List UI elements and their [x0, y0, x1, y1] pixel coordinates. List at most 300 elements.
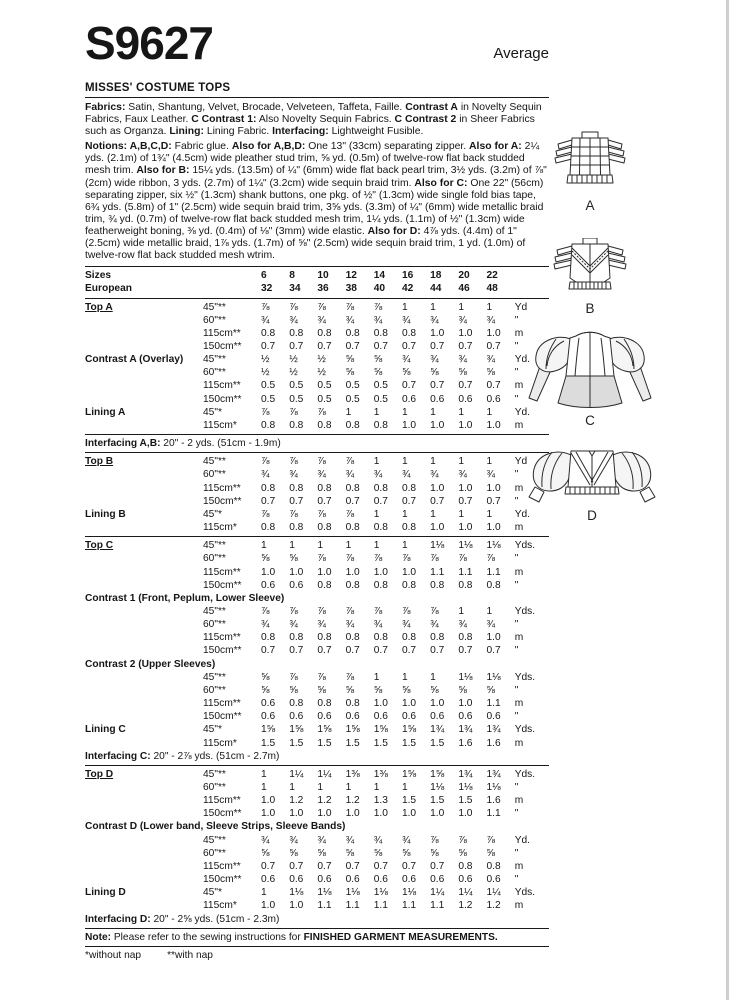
unit-cell: " — [514, 847, 519, 859]
garment-d-label: D — [587, 508, 597, 523]
fabric-width-cell: 45"** — [203, 671, 226, 683]
yardage-value: 0.8 — [345, 579, 360, 591]
yardage-value: ¾ — [289, 619, 298, 631]
yardage-value: ⅞ — [345, 456, 355, 468]
yardage-value: 1.0 — [289, 566, 304, 578]
section-label: Contrast A (Overlay) — [85, 354, 184, 366]
yardage-value: 1.0 — [345, 566, 360, 578]
section-label: Top B — [85, 456, 114, 468]
unit-cell: Yd — [514, 456, 528, 468]
yardage-value: 0.8 — [289, 482, 304, 494]
yardage-value: 0.7 — [401, 341, 417, 352]
yardage-value: 0.6 — [486, 393, 501, 405]
fabric-width-cell: 150cm** — [203, 341, 242, 352]
garment-a-drawing — [545, 131, 635, 195]
yardage-value: ⅝ — [317, 847, 326, 859]
yardage-value: 0.8 — [401, 632, 417, 644]
yardage-value: 0.8 — [261, 482, 276, 494]
full-width-row: Interfacing A,B: 20" - 2 yds. (51cm - 1.9m) — [85, 438, 281, 450]
yardage-value: ⅞ — [458, 553, 467, 565]
yardage-value: 0.6 — [373, 711, 388, 723]
yardage-value: ¾ — [289, 469, 298, 481]
fabric-width-cell: 60"** — [203, 847, 226, 859]
yardage-value: 1 — [401, 782, 408, 793]
yardage-row — [85, 353, 549, 366]
yardage-value: 1.0 — [458, 482, 473, 494]
yardage-value: 1 — [261, 887, 267, 899]
yardage-value: 0.8 — [373, 579, 388, 591]
yardage-value: 0.8 — [317, 579, 332, 591]
yardage-value: ⅝ — [458, 847, 467, 859]
yardage-value: 0.8 — [345, 698, 360, 710]
yardage-value: ⅝ — [373, 367, 383, 379]
yardage-value: 1.6 — [458, 737, 473, 749]
section-label: Lining A — [85, 406, 126, 418]
yardage-value: 1⅛ — [458, 782, 473, 793]
yardage-value: ¾ — [486, 354, 495, 366]
yardage-value: 0.6 — [430, 874, 445, 886]
yardage-value: 1 — [289, 782, 295, 793]
full-width-row: Interfacing D: 20" - 2⅝ yds. (51cm - 2.3m) — [85, 913, 280, 925]
full-width-row: Contrast 1 (Front, Peplum, Lower Sleeve) — [85, 592, 285, 604]
yardage-value: 0.7 — [430, 380, 445, 392]
yardage-value: 1.0 — [401, 566, 417, 578]
yardage-value: ¾ — [261, 314, 270, 326]
yardage-value: ⅝ — [261, 553, 270, 565]
size-value: 38 — [345, 283, 357, 295]
yardage-value: 0.7 — [458, 495, 473, 507]
garment-c-illustration — [526, 324, 654, 428]
yardage-value: 1¼ — [317, 768, 332, 780]
yardage-value: 0.8 — [289, 698, 304, 710]
fabric-width-cell: 150cm** — [203, 874, 242, 886]
table-rule — [85, 298, 549, 299]
yardage-value: 1⅛ — [486, 671, 501, 683]
yardage-value: ⅞ — [317, 671, 326, 683]
yardage-value: 1 — [486, 406, 493, 418]
yardage-value: ¾ — [373, 619, 383, 631]
yardage-value: 0.8 — [345, 632, 360, 644]
yardage-value: 1 — [430, 406, 436, 418]
fabric-width-cell: 45"* — [203, 406, 222, 418]
title-row — [85, 17, 549, 69]
unit-cell: Yd. — [514, 834, 530, 846]
yardage-value: 1⅝ — [345, 724, 360, 736]
garment-c-label: C — [585, 413, 595, 428]
yardage-value: ½ — [289, 367, 298, 379]
yardage-value: 1.1 — [486, 698, 501, 710]
fabrics-paragraph: Fabrics: Satin, Shantung, Velvet, Brocade, Velveteen, Taffeta, Faille. Contrast A in Novelty Sequin Fabrics, Faux Leather. C Contrast 1: Also Novelty Sequin Fabrics. C Contrast 2 in Sheer Fabrics such as Organza. Lining: Lining Fabric. Interfacing: Lightweight Fusible. — [85, 102, 542, 138]
yardage-value: 0.6 — [373, 874, 388, 886]
yardage-value: ⅝ — [345, 354, 355, 366]
yardage-value: ¾ — [430, 619, 439, 631]
yardage-value: ½ — [261, 367, 270, 379]
yardage-row — [85, 495, 549, 508]
yardage-value: 0.7 — [458, 341, 473, 352]
yardage-value: 1¾ — [458, 724, 473, 736]
yardage-value: 1.2 — [317, 795, 332, 807]
yardage-value: 0.8 — [289, 522, 304, 534]
yardage-value: 1.5 — [289, 737, 304, 749]
yardage-value: 0.8 — [373, 522, 388, 534]
yardage-value: 1⅛ — [458, 540, 473, 552]
yardage-value: 0.8 — [317, 632, 332, 644]
yardage-value: ½ — [261, 354, 270, 366]
yardage-value: ⅝ — [458, 684, 467, 696]
yardage-value: 0.8 — [373, 419, 388, 431]
full-width-row: Contrast D (Lower band, Sleeve Strips, Sleeve Bands) — [85, 821, 346, 833]
size-value: 40 — [373, 283, 386, 295]
yardage-value: 0.7 — [486, 380, 501, 392]
unit-cell: m — [514, 860, 524, 872]
yardage-value: 1.1 — [401, 900, 417, 912]
yardage-row — [85, 834, 549, 847]
yardage-value: 1.0 — [486, 482, 501, 494]
yardage-value: 1⅝ — [289, 724, 304, 736]
fabric-width-cell: 60"** — [203, 314, 226, 326]
yardage-value: 0.7 — [317, 341, 332, 352]
yardage-value: ⅞ — [373, 553, 383, 565]
yardage-value: 1 — [430, 508, 436, 520]
yardage-row — [85, 539, 549, 552]
yardage-value: 1.1 — [345, 900, 360, 912]
yardage-value: 1.6 — [486, 795, 501, 807]
yardage-row — [85, 860, 549, 873]
section-label: Top C — [85, 540, 114, 552]
yardage-value: 1.0 — [261, 795, 276, 807]
yardage-value: 1 — [345, 782, 352, 793]
yardage-value: 1¼ — [430, 887, 445, 899]
yardage-value: 1 — [458, 456, 464, 468]
yardage-value: ⅝ — [345, 367, 355, 379]
yardage-value: 0.8 — [261, 419, 276, 431]
yardage-value: ⅞ — [261, 406, 270, 418]
yardage-value: 0.8 — [261, 327, 276, 339]
yardage-value: ⅞ — [401, 553, 411, 565]
yardage-value: 0.7 — [373, 645, 388, 657]
section-label: Lining B — [85, 508, 126, 520]
yardage-value: ⅝ — [373, 354, 383, 366]
yardage-value: 0.8 — [486, 860, 501, 872]
yardage-value: 1⅛ — [486, 782, 501, 793]
table-rule — [85, 536, 549, 537]
yardage-value: 0.8 — [401, 482, 417, 494]
yardage-value: 1 — [261, 768, 267, 780]
yardage-value: 1.5 — [317, 737, 332, 749]
fabric-width-cell: 115cm** — [203, 698, 241, 710]
yardage-value: 0.7 — [317, 645, 332, 657]
yardage-value: ⅞ — [289, 508, 298, 520]
yardage-value: ⅞ — [345, 553, 355, 565]
yardage-row — [85, 781, 549, 794]
yardage-value: 1.0 — [458, 808, 473, 820]
yardage-value: ⅝ — [317, 684, 326, 696]
yardage-value: 1.0 — [430, 327, 445, 339]
fabric-width-cell: 115cm* — [203, 522, 237, 534]
unit-cell: Yd. — [514, 354, 530, 366]
yardage-value: ¾ — [486, 619, 495, 631]
fabric-width-cell: 45"** — [203, 834, 226, 846]
yardage-row — [85, 723, 549, 736]
yardage-value: 1 — [430, 456, 436, 468]
yardage-value: 0.6 — [401, 711, 417, 723]
fabric-width-cell: 115cm* — [203, 419, 237, 431]
yardage-value: ⅝ — [289, 684, 298, 696]
yardage-value: ¾ — [401, 314, 411, 326]
yardage-value: 1⅛ — [289, 887, 304, 899]
yardage-value: 1.3 — [373, 795, 388, 807]
yardage-value: ⅞ — [486, 553, 495, 565]
fabric-width-cell: 115cm** — [203, 860, 241, 872]
yardage-value: 1.0 — [430, 522, 445, 534]
yardage-value: 0.5 — [345, 393, 360, 405]
section-label: Lining D — [85, 887, 126, 899]
yardage-value: ¾ — [317, 834, 326, 846]
yardage-value: ⅞ — [345, 605, 355, 617]
yardage-value: 1.5 — [458, 795, 473, 807]
fabric-width-cell: 115cm* — [203, 737, 237, 749]
yardage-value: ¾ — [345, 314, 355, 326]
yardage-value: 1 — [430, 671, 436, 683]
yardage-value: 1.0 — [317, 808, 332, 820]
yardage-value: ⅞ — [261, 605, 270, 617]
fabric-width-cell: 45"* — [203, 508, 222, 520]
yardage-value: 1 — [373, 671, 380, 683]
size-value: 34 — [289, 283, 301, 295]
yardage-value: 1.6 — [486, 737, 501, 749]
size-value: 44 — [430, 283, 442, 295]
fabric-width-cell: 150cm** — [203, 393, 242, 405]
yardage-row — [85, 327, 549, 340]
fabric-width-cell: 150cm** — [203, 808, 242, 820]
yardage-value: ¾ — [430, 314, 439, 326]
fabric-width-cell: 45"* — [203, 887, 222, 899]
yardage-value: ⅞ — [261, 456, 270, 468]
unit-cell: " — [514, 619, 519, 631]
unit-cell: m — [514, 632, 524, 644]
yardage-row — [85, 631, 549, 644]
yardage-value: 0.8 — [401, 327, 417, 339]
yardage-value: 0.7 — [261, 341, 276, 352]
fabric-width-cell: 45"** — [203, 540, 226, 552]
yardage-row — [85, 710, 549, 723]
yardage-value: 0.8 — [345, 419, 360, 431]
yardage-value: 0.8 — [345, 522, 360, 534]
yardage-value: 0.8 — [261, 632, 276, 644]
yardage-value: 1⅝ — [430, 768, 445, 780]
yardage-value: ½ — [317, 354, 326, 366]
yardage-value: ¾ — [458, 314, 467, 326]
yardage-value: ⅞ — [430, 605, 439, 617]
yardage-value: 1.0 — [458, 522, 473, 534]
yardage-value: 0.8 — [401, 579, 417, 591]
yardage-value: 1.2 — [458, 900, 473, 912]
yardage-value: 0.8 — [486, 579, 501, 591]
table-rule — [85, 434, 549, 435]
fabric-width-cell: 60"** — [203, 367, 226, 379]
yardage-value: ⅝ — [401, 684, 411, 696]
yardage-value: 1¼ — [486, 887, 501, 899]
fabric-width-cell: 115cm** — [203, 380, 241, 392]
yardage-value: 0.6 — [261, 579, 276, 591]
yardage-value: 0.7 — [345, 860, 360, 872]
unit-cell: " — [514, 367, 519, 379]
size-value: 20 — [458, 270, 470, 282]
yardage-value: 0.8 — [373, 327, 388, 339]
fabric-width-cell: 150cm** — [203, 579, 242, 591]
yardage-row — [85, 468, 549, 481]
yardage-row — [85, 605, 549, 618]
yardage-value: 0.7 — [345, 645, 360, 657]
yardage-value: 1⅝ — [373, 724, 388, 736]
yardage-value: 0.7 — [317, 860, 332, 872]
yardage-value: 1 — [458, 508, 464, 520]
yardage-value: 1 — [458, 406, 464, 418]
yardage-value: 0.7 — [289, 495, 304, 507]
full-width-row: Interfacing C: 20" - 2⅞ yds. (51cm - 2.7m) — [85, 750, 280, 762]
yardage-value: 0.6 — [401, 393, 417, 405]
size-header-row — [85, 269, 549, 282]
yardage-value: 0.7 — [373, 860, 388, 872]
yardage-value: ⅝ — [430, 847, 439, 859]
fabric-width-cell: 45"** — [203, 768, 226, 780]
yardage-value: 0.6 — [458, 711, 473, 723]
yardage-value: 0.7 — [401, 860, 417, 872]
yardage-value: 1.0 — [289, 808, 304, 820]
yardage-row — [85, 697, 549, 710]
yardage-value: ⅝ — [486, 684, 495, 696]
yardage-value: 0.8 — [401, 522, 417, 534]
yardage-value: 0.8 — [261, 522, 276, 534]
yardage-value: 1 — [486, 301, 493, 313]
yardage-value: ¾ — [345, 469, 355, 481]
yardage-row — [85, 393, 549, 406]
yardage-value: ⅞ — [486, 834, 495, 846]
yardage-value: 1.5 — [261, 737, 276, 749]
yardage-value: 0.7 — [430, 645, 445, 657]
yardage-value: ¾ — [430, 354, 439, 366]
yardage-value: ¾ — [317, 314, 326, 326]
yardage-value: 0.7 — [401, 495, 417, 507]
yardage-value: ⅝ — [486, 847, 495, 859]
section-label: Lining C — [85, 724, 126, 736]
fabric-width-cell: 45"** — [203, 456, 226, 468]
yardage-value: 0.6 — [289, 711, 304, 723]
size-value: 6 — [261, 270, 267, 282]
unit-cell: Yds. — [514, 605, 536, 617]
yardage-value: 1.1 — [430, 566, 445, 578]
yardage-value: 1⅜ — [373, 768, 388, 780]
unit-cell: m — [514, 795, 524, 807]
yardage-value: 0.6 — [345, 874, 360, 886]
yardage-value: 1 — [401, 540, 408, 552]
yardage-value: 1.0 — [345, 808, 360, 820]
fabric-width-cell: 45"** — [203, 354, 226, 366]
yardage-row — [85, 314, 549, 327]
yardage-value: 0.6 — [458, 393, 473, 405]
yardage-value: 1 — [401, 508, 408, 520]
yardage-value: ⅝ — [261, 847, 270, 859]
yardage-row — [85, 684, 549, 697]
yardage-row — [85, 737, 549, 750]
unit-cell: " — [514, 579, 519, 591]
garment-a-illustration — [545, 131, 635, 213]
yardage-value: 0.7 — [317, 495, 332, 507]
yardage-value: 0.6 — [289, 874, 304, 886]
yardage-value: 0.7 — [401, 645, 417, 657]
yardage-value: 1 — [373, 456, 380, 468]
yardage-value: 0.7 — [486, 341, 501, 352]
yardage-value: ⅞ — [289, 406, 298, 418]
unit-cell: m — [514, 327, 524, 339]
yardage-value: 0.5 — [373, 393, 388, 405]
yardage-value: 0.7 — [261, 860, 276, 872]
unit-cell: " — [514, 808, 519, 820]
yardage-value: ¾ — [289, 314, 298, 326]
yardage-value: ½ — [317, 367, 326, 379]
fabric-width-cell: 45"* — [203, 724, 222, 736]
yardage-row — [85, 886, 549, 899]
yardage-value: 1.5 — [430, 737, 445, 749]
yardage-value: ¾ — [401, 354, 411, 366]
yardage-value: 1⅝ — [261, 724, 276, 736]
unit-cell: " — [514, 645, 519, 657]
garment-b-drawing — [541, 238, 639, 298]
yardage-value: 1.0 — [486, 419, 501, 431]
yardage-row — [85, 552, 549, 565]
yardage-row — [85, 379, 549, 392]
yardage-row — [85, 873, 549, 886]
yardage-value: 1 — [401, 671, 408, 683]
yardage-row — [85, 847, 549, 860]
yardage-value: 0.8 — [458, 632, 473, 644]
garment-b-label: B — [585, 301, 595, 316]
yardage-value: 1 — [486, 456, 493, 468]
yardage-value: 0.6 — [261, 711, 276, 723]
size-value: 10 — [317, 270, 329, 282]
yardage-value: ⅝ — [261, 671, 270, 683]
yardage-value: ⅞ — [345, 671, 355, 683]
yardage-value: 0.5 — [317, 380, 332, 392]
yardage-value: 1¼ — [458, 887, 473, 899]
yardage-value: 0.5 — [261, 393, 276, 405]
yardage-value: 1¾ — [486, 724, 501, 736]
fabric-width-cell: 115cm** — [203, 632, 241, 644]
yardage-value: ¾ — [261, 834, 270, 846]
unit-cell: " — [514, 782, 519, 793]
unit-cell: Yd. — [514, 406, 530, 418]
full-width-row: Contrast 2 (Upper Sleeves) — [85, 658, 216, 670]
yardage-value: 0.8 — [317, 419, 332, 431]
unit-cell: Yds. — [514, 671, 536, 683]
yardage-value: 1.0 — [486, 522, 501, 534]
yardage-value: 0.5 — [373, 380, 388, 392]
yardage-value: 1 — [345, 406, 352, 418]
yardage-value: 1 — [373, 508, 380, 520]
yardage-value: 1 — [373, 540, 380, 552]
yardage-value: 0.5 — [289, 393, 304, 405]
unit-cell: " — [514, 393, 519, 405]
yardage-value: ¾ — [373, 834, 383, 846]
unit-cell: " — [514, 495, 519, 507]
yardage-value: 0.7 — [261, 495, 276, 507]
yardage-value: 0.5 — [345, 380, 360, 392]
unit-cell: m — [514, 522, 524, 534]
yardage-value: ⅞ — [261, 301, 270, 313]
yardage-value: 1 — [486, 508, 493, 520]
yardage-value: 1⅛ — [458, 671, 473, 683]
yardage-value: 1 — [486, 605, 493, 617]
